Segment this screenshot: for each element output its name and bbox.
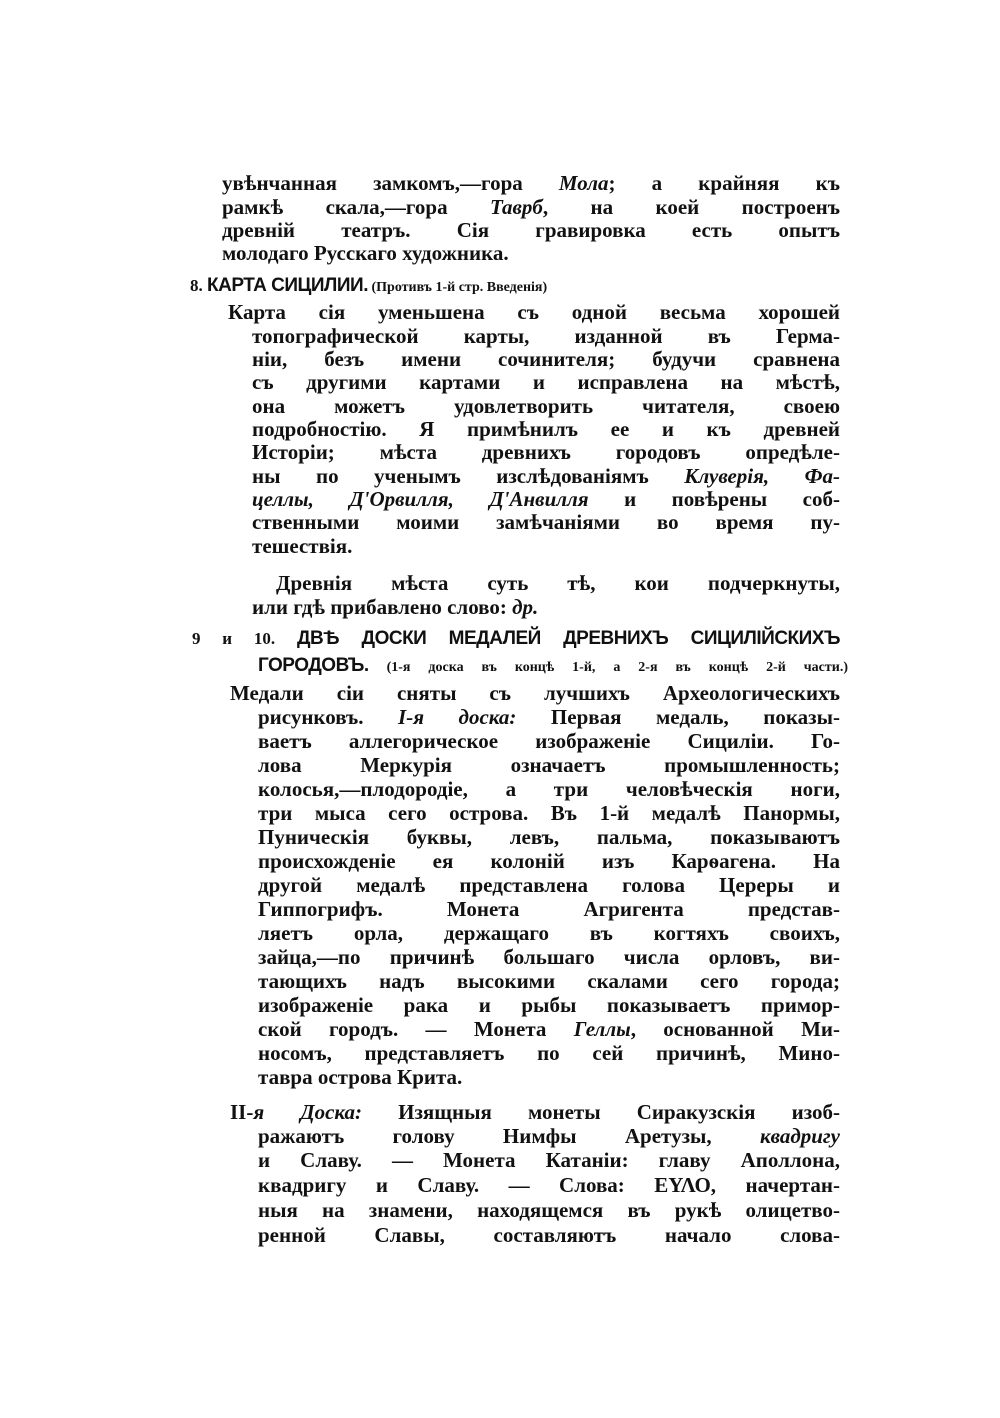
italic-text: I-я доска: xyxy=(398,705,517,729)
text-run: Изящныя монеты Сиракузскiя изоб- xyxy=(362,1100,840,1124)
text-run: носомъ, представляетъ по сей причинѣ, Мино- xyxy=(258,1041,840,1065)
section-note: (1-я доска въ концѣ 1-й, а 2-я въ концѣ 2-й части.) xyxy=(368,660,848,675)
text-line xyxy=(258,993,840,1017)
text-line xyxy=(252,394,840,418)
text-line xyxy=(230,1100,840,1124)
text-line xyxy=(258,777,840,801)
text-line xyxy=(228,300,840,324)
text-line xyxy=(252,534,420,558)
text-run: Пуническiя буквы, левъ, пальма, показываютъ xyxy=(258,825,840,849)
section-note: (Противъ 1-й стр. Введенiя) xyxy=(368,280,548,295)
text-run: древнiй театръ. Сiя гравировка есть опытъ xyxy=(222,218,840,242)
text-line xyxy=(258,753,840,777)
text-run: происхожденiе ея колонiй изъ Карѳагена. На xyxy=(258,849,840,873)
section-heading: ДВѢ ДОСКИ МЕДАЛЕЙ ДРЕВНИХЪ СИЦИЛIЙСКИХЪ xyxy=(296,628,840,649)
text-line xyxy=(222,241,700,265)
text-run: три мыса сего острова. Въ 1-й медалѣ Панормы, xyxy=(258,801,840,825)
text-line xyxy=(258,825,840,849)
text-line xyxy=(230,681,840,705)
text-run: ренной Славы, составляютъ начало слова- xyxy=(258,1223,840,1247)
text-line xyxy=(258,921,840,945)
text-line xyxy=(258,849,840,873)
text-run: ны по ученымъ изслѣдованiямъ xyxy=(252,464,685,488)
italic-text: целлы, Д'Орвилля, Д'Анвилля xyxy=(252,487,589,511)
text-run: съ другими картами и исправлена на мѣстѣ, xyxy=(252,370,840,394)
text-line xyxy=(252,440,840,464)
text-line xyxy=(258,801,840,825)
text-run: Древнiя мѣста суть тѣ, кои подчеркнуты, xyxy=(276,571,840,595)
italic-text: я Доска: xyxy=(253,1100,363,1124)
italic-text: квадригу xyxy=(759,1124,840,1148)
text-run: подробностiю. Я примѣнилъ ее и къ древней xyxy=(252,417,840,441)
text-run: Исторiи; мѣста древнихъ городовъ опредѣле- xyxy=(252,440,840,464)
text-run: Гиппогрифъ. Монета Агригента представ- xyxy=(258,897,840,921)
text-run: квадригу и Славу. — Слова: ЕΥΛΟ, начертан- xyxy=(258,1173,840,1197)
text-run: она можетъ удовлетворить читателя, своею xyxy=(252,394,840,418)
text-line xyxy=(258,1148,840,1172)
text-line xyxy=(252,464,840,488)
text-run: ляетъ орла, держащаго въ когтяхъ своихъ, xyxy=(258,921,840,945)
text-run: рисунковъ. xyxy=(258,705,399,729)
text-run: Первая медаль, показы- xyxy=(516,705,840,729)
text-line xyxy=(258,1223,840,1247)
italic-text: Клуверiя, Фа- xyxy=(684,464,840,488)
text-line xyxy=(252,510,840,534)
text-run: нiи, безъ имени сочинителя; будучи сравнена xyxy=(252,347,840,371)
text-line xyxy=(222,195,840,219)
text-line xyxy=(258,652,848,676)
section-heading: КАРТА СИЦИЛИИ. xyxy=(207,275,368,296)
text-run: или гдѣ прибавлено слово: xyxy=(252,595,513,619)
text-run: ственными моими замѣчанiями во время пу- xyxy=(252,510,840,534)
text-line xyxy=(252,347,840,371)
text-run: молодаго Русскаго художника. xyxy=(222,241,509,265)
text-run: и повѣрены соб- xyxy=(588,487,840,511)
italic-text: Таврб xyxy=(489,195,543,219)
text-line xyxy=(258,1017,840,1041)
text-run: тешествiя. xyxy=(252,534,353,558)
text-line xyxy=(276,571,840,595)
text-line xyxy=(258,1124,840,1148)
text-run: другой медалѣ представлена голова Цереры и xyxy=(258,873,840,897)
text-run: колосья,—плодородiе, а три человѣческiя ноги, xyxy=(258,777,840,801)
text-line xyxy=(258,1198,840,1222)
text-run: тавра острова Крита. xyxy=(258,1065,463,1089)
text-line xyxy=(258,969,840,993)
text-line xyxy=(252,487,840,511)
text-line xyxy=(258,1041,840,1065)
text-line xyxy=(258,897,840,921)
text-run: ской городъ. — Монета xyxy=(258,1017,574,1041)
text-run: тающихъ надъ высокими скалами сего города; xyxy=(258,969,840,993)
text-line xyxy=(252,595,600,619)
text-run: лова Меркурiя означаетъ промышленность; xyxy=(258,753,840,777)
text-run: Медали сiи сняты съ лучшихъ Археологическихъ xyxy=(230,681,840,705)
text-run: ныя на знамени, находящемся въ рукѣ олицетво- xyxy=(258,1198,840,1222)
text-run: 9 и 10. xyxy=(192,629,297,648)
text-run: зайца,—по причинѣ большаго числа орловъ, ви- xyxy=(258,945,840,969)
text-line xyxy=(258,729,840,753)
text-line xyxy=(258,1173,840,1197)
text-run: рамкѣ скала,—гора xyxy=(222,195,490,219)
italic-text: др. xyxy=(512,595,539,619)
text-line xyxy=(222,171,840,195)
text-line xyxy=(258,705,840,729)
text-run: ; а крайняя къ xyxy=(608,171,840,195)
text-run: , на коей построенъ xyxy=(542,195,840,219)
text-line xyxy=(192,625,840,649)
text-line xyxy=(190,272,720,296)
italic-text: Геллы xyxy=(573,1017,631,1041)
text-run: топографической карты, изданной въ Герма- xyxy=(252,324,840,348)
text-run: Карта сiя уменьшена съ одной весьма хорошей xyxy=(228,300,840,324)
text-line xyxy=(252,417,840,441)
text-run: 8. xyxy=(190,276,207,295)
text-run: ваетъ аллегорическое изображенiе Сицилiи. Го- xyxy=(258,729,840,753)
text-run: ражаютъ голову Нимфы Аретузы, xyxy=(258,1124,760,1148)
text-line xyxy=(222,218,840,242)
text-run: II- xyxy=(230,1100,254,1124)
text-line xyxy=(258,873,840,897)
section-heading: ГОРОДОВЪ. xyxy=(258,655,369,676)
text-run: , основанной Ми- xyxy=(630,1017,840,1041)
text-line xyxy=(258,945,840,969)
text-line xyxy=(252,324,840,348)
text-run: изображенiе рака и рыбы показываетъ примор- xyxy=(258,993,840,1017)
text-run: увѣнчанная замкомъ,—гора xyxy=(222,171,559,195)
text-run: и Славу. — Монета Катанiи: главу Аполлона, xyxy=(258,1148,840,1172)
text-line xyxy=(258,1065,520,1089)
italic-text: Мола xyxy=(558,171,609,195)
text-line xyxy=(252,370,840,394)
